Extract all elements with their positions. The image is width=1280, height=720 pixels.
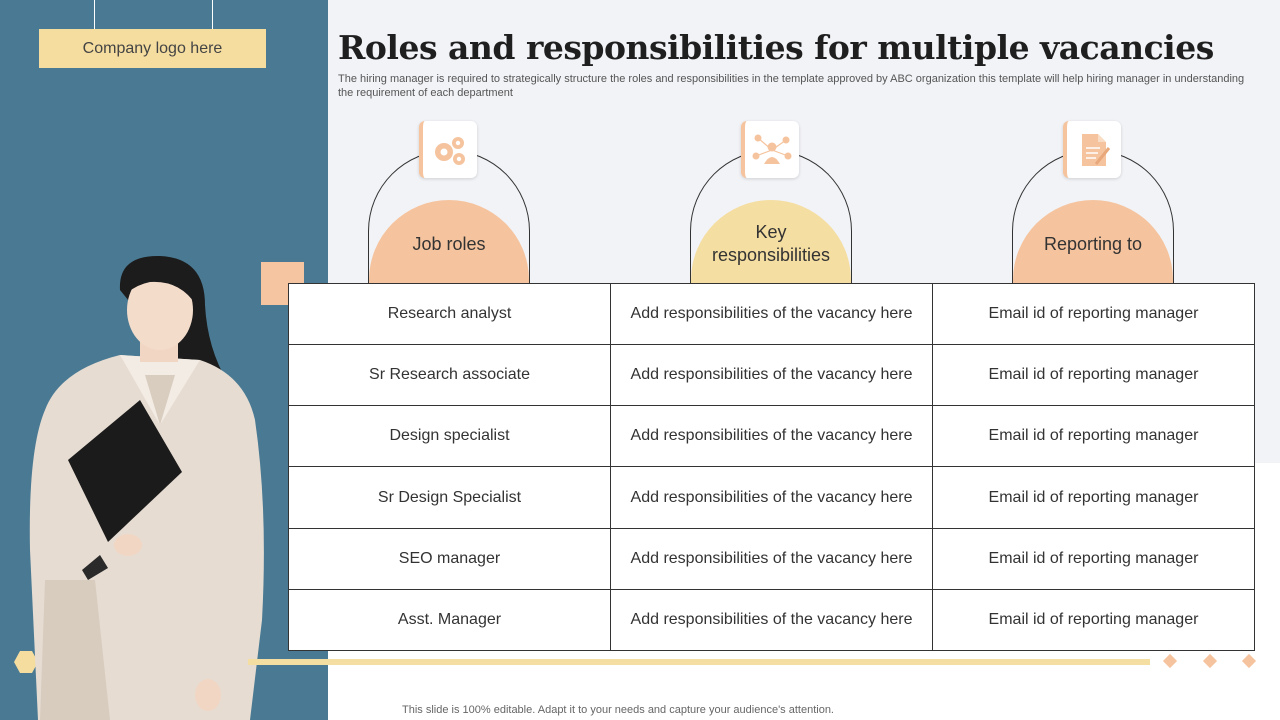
- footer-note: This slide is 100% editable. Adapt it to your needs and capture your audience's attention.: [402, 704, 834, 716]
- job-role-cell: Asst. Manager: [289, 589, 611, 650]
- decorative-bottom-line: [248, 659, 1150, 665]
- reporting-cell: Email id of reporting manager: [933, 528, 1255, 589]
- job-role-cell: Research analyst: [289, 284, 611, 345]
- job-role-cell: SEO manager: [289, 528, 611, 589]
- reporting-cell: Email id of reporting manager: [933, 284, 1255, 345]
- responsibility-cell: Add responsibilities of the vacancy here: [611, 589, 933, 650]
- responsibility-cell: Add responsibilities of the vacancy here: [611, 345, 933, 406]
- company-logo-placeholder: Company logo here: [39, 29, 266, 68]
- responsibility-cell: Add responsibilities of the vacancy here: [611, 467, 933, 528]
- job-role-cell: Sr Design Specialist: [289, 467, 611, 528]
- roles-table: [288, 283, 1255, 651]
- responsibility-cell: Add responsibilities of the vacancy here: [611, 406, 933, 467]
- businesswoman-illustration: [0, 250, 290, 720]
- decorative-diamond: [1242, 654, 1256, 668]
- table-row: [289, 406, 1255, 467]
- job-role-cell: Design specialist: [289, 406, 611, 467]
- column-label-reporting-to: Reporting to: [1043, 233, 1143, 254]
- table-row: [289, 467, 1255, 528]
- table-row: [289, 284, 1255, 345]
- page-subtitle: The hiring manager is required to strategically structure the roles and responsibilities in the template approved by ABC organization this template will help hiring manager in understanding the requirement of each department: [338, 73, 1245, 99]
- table-row: [289, 345, 1255, 406]
- network-person-icon: [741, 121, 799, 178]
- document-pen-icon: [1063, 121, 1121, 178]
- reporting-cell: Email id of reporting manager: [933, 467, 1255, 528]
- table-row: [289, 528, 1255, 589]
- decorative-diamond: [1163, 654, 1177, 668]
- job-role-cell: Sr Research associate: [289, 345, 611, 406]
- reporting-cell: Email id of reporting manager: [933, 589, 1255, 650]
- column-label-job-roles: Job roles: [412, 233, 486, 254]
- page-title: Roles and responsibilities for multiple vacancies: [338, 28, 1214, 67]
- reporting-cell: Email id of reporting manager: [933, 345, 1255, 406]
- column-label-key-responsibilities: Key responsibilities: [711, 222, 831, 265]
- logo-hanger-right: [212, 0, 213, 30]
- table-row: [289, 589, 1255, 650]
- gears-icon: [419, 121, 477, 178]
- decorative-diamond: [1203, 654, 1217, 668]
- logo-hanger-left: [94, 0, 95, 30]
- responsibility-cell: Add responsibilities of the vacancy here: [611, 528, 933, 589]
- reporting-cell: Email id of reporting manager: [933, 406, 1255, 467]
- responsibility-cell: Add responsibilities of the vacancy here: [611, 284, 933, 345]
